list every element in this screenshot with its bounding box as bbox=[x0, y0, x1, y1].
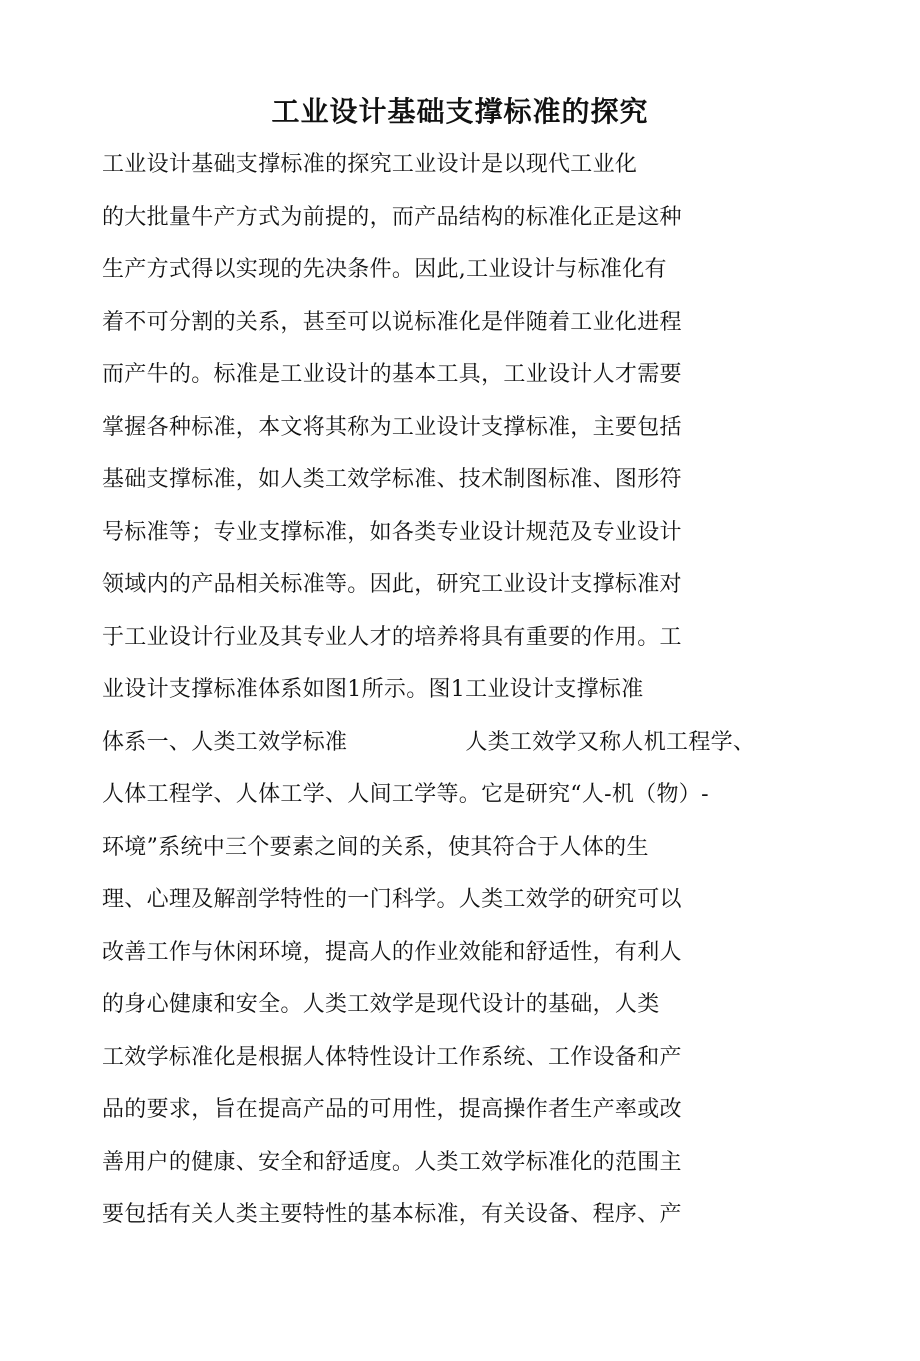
body-line: 品的要求，旨在提高产品的可用性，提高操作者生产率或改 bbox=[102, 1097, 682, 1122]
document-body bbox=[102, 143, 902, 1246]
body-line: 改善工作与休闲环境，提高人的作业效能和舒适性，有利人 bbox=[102, 939, 682, 965]
body-line: 领域内的产品相关标准等。因此，研究工业设计支撑标准对 bbox=[102, 572, 682, 597]
body-line: 环境”系统中三个要素之间的关系，使其符合于人体的生 bbox=[102, 834, 649, 860]
section-heading: 体系一、人类工效学标准 bbox=[102, 729, 348, 755]
body-line: 要包括有关人类主要特性的基本标准，有关设备、程序、产 bbox=[102, 1202, 682, 1227]
body-line: 号标准等；专业支撑标准，如各类专业设计规范及专业设计 bbox=[102, 519, 682, 545]
body-line: 着不可分割的关系，甚至可以说标准化是伴随着工业化进程 bbox=[102, 309, 682, 335]
body-line: 的身心健康和安全。人类工效学是现代设计的基础，人类 bbox=[102, 992, 660, 1017]
body-line: 工效学标准化是根据人体特性设计工作系统、工作设备和产 bbox=[102, 1044, 682, 1070]
body-line: 工业设计基础支撑标准的探究工业设计是以现代工业化 bbox=[102, 152, 638, 177]
body-line: 基础支撑标准，如人类工效学标准、技术制图标准、图形符 bbox=[102, 467, 682, 492]
body-line: 业设计支撑标准体系如图1所示。图1工业设计支撑标准 bbox=[102, 677, 644, 702]
body-line: 理、心理及解剖学特性的一门科学。人类工效学的研究可以 bbox=[102, 887, 682, 912]
body-line-split bbox=[102, 721, 902, 774]
body-line-continuation: 人类工效学又称人机工程学、 bbox=[465, 729, 756, 755]
body-line: 于工业设计行业及其专业人才的培养将具有重要的作用。工 bbox=[102, 624, 682, 650]
body-line: 人体工程学、人体工学、人间工学等。它是研究“人-机（物）- bbox=[102, 782, 709, 807]
body-line: 生产方式得以实现的先决条件。因此,工业设计与标准化有 bbox=[102, 257, 667, 282]
document-title: 工业设计基础支撑标准的探究 bbox=[271, 95, 649, 128]
body-line: 善用户的健康、安全和舒适度。人类工效学标准化的范围主 bbox=[102, 1149, 682, 1175]
body-line: 而产牛的。标准是工业设计的基本工具，工业设计人才需要 bbox=[102, 362, 682, 387]
body-line: 的大批量牛产方式为前提的，而产品结构的标准化正是这种 bbox=[102, 204, 682, 230]
body-line: 掌握各种标准，本文将其称为工业设计支撑标准，主要包括 bbox=[102, 414, 682, 440]
